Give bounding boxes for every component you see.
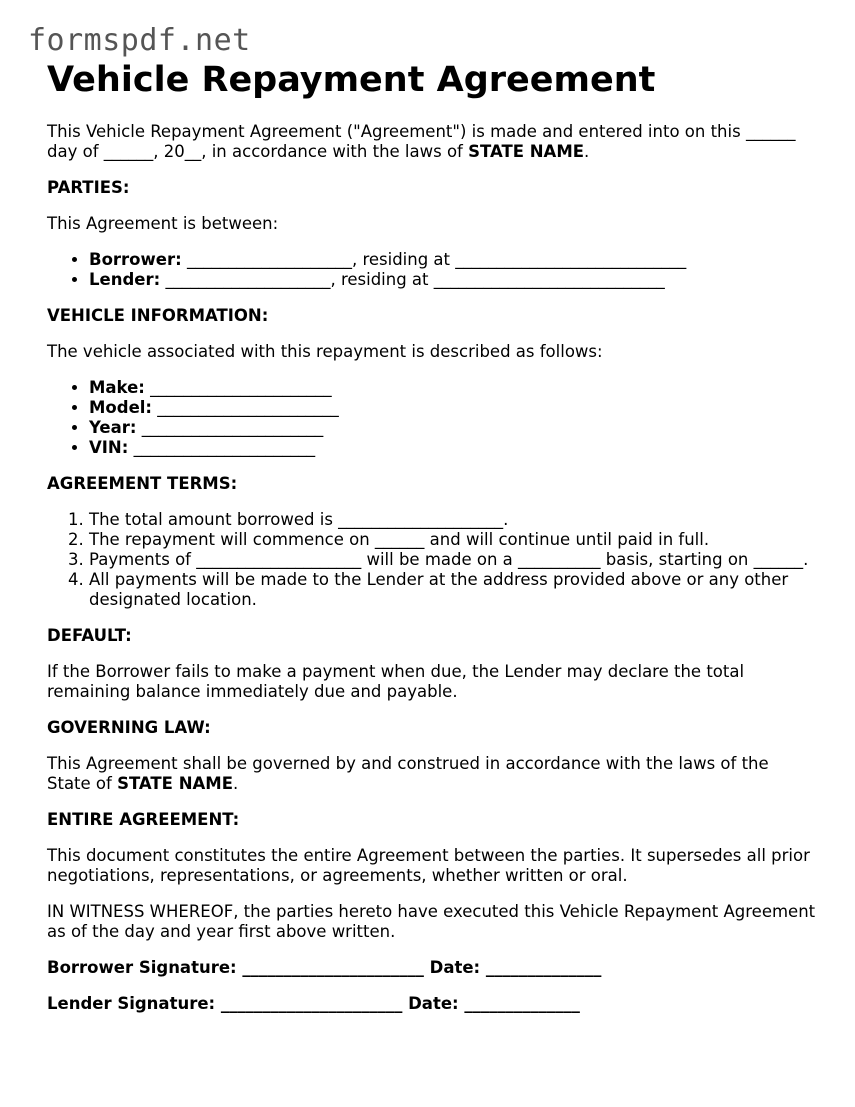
list-item-term: 2. The repayment will commence on ______ and will continue until paid in full.	[89, 530, 817, 550]
document-page	[47, 60, 817, 1030]
model-label: Model:	[89, 398, 153, 417]
borrower-label: Borrower:	[89, 250, 182, 269]
terms-heading: AGREEMENT TERMS:	[47, 474, 238, 493]
vehicle-list	[47, 378, 817, 458]
governing-text: This Agreement shall be governed by and construed in accordance with the laws of the State of	[47, 754, 769, 793]
terms-list	[47, 510, 817, 610]
lender-signature-line: Lender Signature: ______________________ Date: ______________	[47, 994, 580, 1013]
list-item-year	[89, 418, 817, 438]
governing-state-name: STATE NAME	[117, 774, 233, 793]
parties-heading: PARTIES:	[47, 178, 130, 197]
lender-label: Lender:	[89, 270, 161, 289]
year-label: Year:	[89, 418, 137, 437]
year-blank: ______________________	[136, 418, 324, 437]
list-item-borrower	[89, 250, 817, 270]
list-item-term: 1. The total amount borrowed is ____________________.	[89, 510, 817, 530]
make-blank: ______________________	[144, 378, 332, 397]
list-item-model	[89, 398, 817, 418]
default-heading: DEFAULT:	[47, 626, 132, 645]
borrower-blank: ____________________, residing at ____________________________	[181, 250, 687, 269]
make-label: Make:	[89, 378, 145, 397]
default-text: If the Borrower fails to make a payment when due, the Lender may declare the total remaining balance immediately due and payable.	[47, 662, 745, 701]
lender-blank: ____________________, residing at ____________________________	[160, 270, 665, 289]
entire-text: This document constitutes the entire Agreement between the parties. It supersedes all prior negotiations, representations, or agreements, whether written or oral.	[47, 846, 810, 885]
vin-label: VIN:	[89, 438, 129, 457]
vehicle-text: The vehicle associated with this repayment is described as follows:	[47, 342, 603, 361]
borrower-signature-line: Borrower Signature: ______________________ Date: ______________	[47, 958, 602, 977]
intro-line1: This Vehicle Repayment Agreement ("Agreement") is made and entered into on this ______	[47, 122, 796, 141]
list-item-lender	[89, 270, 817, 290]
entire-heading: ENTIRE AGREEMENT:	[47, 810, 240, 829]
parties-list	[47, 250, 817, 290]
watermark: formspdf.net	[28, 23, 251, 58]
list-item-term: 4. All payments will be made to the Lender at the address provided above or any other designated location.	[89, 570, 817, 610]
intro-line2: day of ______, 20__, in accordance with the laws of	[47, 142, 469, 161]
vin-blank: ______________________	[128, 438, 316, 457]
governing-paragraph	[47, 754, 817, 794]
list-item-vin	[89, 438, 817, 458]
model-blank: ______________________	[152, 398, 339, 417]
intro-state-name: STATE NAME	[468, 142, 585, 161]
vehicle-heading: VEHICLE INFORMATION:	[47, 306, 269, 325]
document-title: Vehicle Repayment Agreement	[47, 60, 656, 100]
witness-text: IN WITNESS WHEREOF, the parties hereto have executed this Vehicle Repayment Agreement as of the day and year first above written.	[47, 902, 816, 941]
governing-suffix: .	[232, 774, 239, 793]
list-item-term: 3. Payments of ____________________ will be made on a __________ basis, starting on ______.	[89, 550, 817, 570]
intro-line2-suffix: .	[584, 142, 590, 161]
parties-text: This Agreement is between:	[47, 214, 279, 233]
intro-paragraph	[47, 122, 817, 162]
list-item-make	[89, 378, 817, 398]
governing-heading: GOVERNING LAW:	[47, 718, 211, 737]
